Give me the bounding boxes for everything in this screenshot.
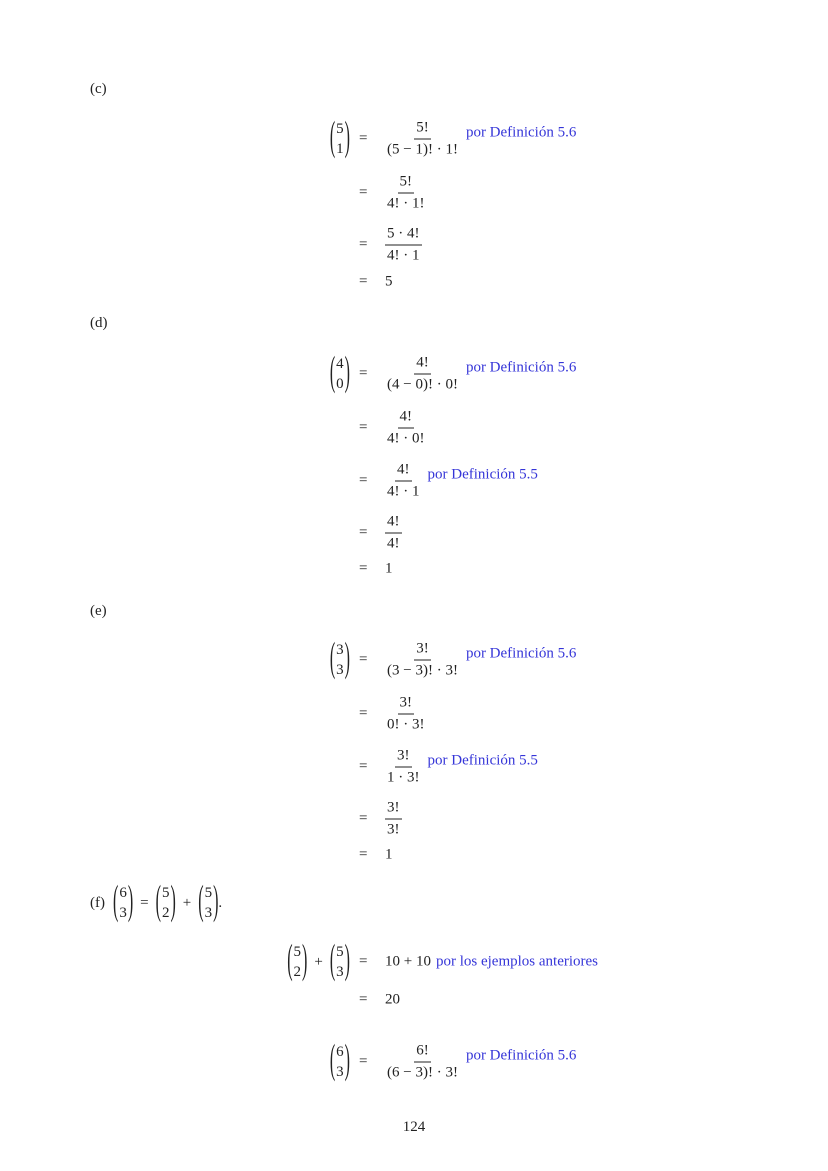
left-paren: ( <box>155 879 161 924</box>
equation-rhs <box>385 954 598 971</box>
fraction-numerator: 4! <box>385 514 402 534</box>
binomial-top: 5 <box>336 944 344 960</box>
binomial-stack <box>119 883 127 923</box>
binomial-top: 5 <box>161 885 170 901</box>
binomial-stack <box>336 119 344 159</box>
equals-sign: = <box>359 236 368 253</box>
equals-sign: = <box>359 705 368 722</box>
justification-note: por Definición 5.6 <box>465 124 577 141</box>
equals-sign: = <box>359 810 368 827</box>
binomial-coefficient <box>198 879 219 924</box>
fraction-denominator: (5 − 1)! · 1! <box>387 141 458 158</box>
binomial-stack <box>294 942 302 982</box>
fraction-numerator: 5! <box>398 174 415 194</box>
justification-note: por Definición 5.5 <box>427 752 538 769</box>
equation-rhs <box>385 561 393 578</box>
fraction-numerator: 3! <box>385 800 402 820</box>
justification-note: por Definición 5.6 <box>465 1047 577 1064</box>
fraction-denominator: (6 − 3)! · 3! <box>387 1064 458 1081</box>
binomial-bottom: 3 <box>336 1064 344 1080</box>
fraction-numerator: 6! <box>414 1043 431 1063</box>
item-label-text: (c) <box>90 81 107 97</box>
result-value: 1 <box>385 560 393 577</box>
equation-rhs <box>385 1043 576 1082</box>
equals-sign: = <box>359 1053 368 1070</box>
item-label-text: (e) <box>90 603 107 619</box>
binomial-bottom: 3 <box>336 662 344 678</box>
fraction <box>385 462 422 501</box>
equals-sign: = <box>359 560 368 577</box>
result-value: 20 <box>385 991 400 1008</box>
binomial-bottom: 2 <box>293 964 302 980</box>
justification-note: por los ejemplos anteriores <box>435 953 599 970</box>
right-paren: ) <box>127 879 134 924</box>
fraction-numerator: 5! <box>414 120 431 140</box>
binomial-bottom: 0 <box>336 376 344 392</box>
binomial-coefficient <box>329 938 350 983</box>
equation-lhs <box>287 938 350 983</box>
equals-sign: = <box>359 472 368 489</box>
equation-rhs <box>385 409 431 448</box>
fraction <box>385 695 427 734</box>
binomial-coefficient <box>329 350 350 395</box>
equation-rhs <box>385 226 426 265</box>
justification-note: por Definición 5.6 <box>465 359 577 376</box>
page-number: 124 <box>402 1119 426 1135</box>
result-value: 1 <box>385 846 393 863</box>
right-paren: ) <box>344 1038 350 1083</box>
fraction-denominator: (4 − 0)! · 0! <box>387 376 458 393</box>
fraction-denominator: 1 · 3! <box>387 769 420 786</box>
plus-sign: + <box>314 953 323 970</box>
binomial-bottom: 3 <box>204 905 213 921</box>
equals-sign: = <box>359 365 368 382</box>
equation-rhs <box>385 462 538 501</box>
equation-lhs <box>329 115 350 160</box>
binomial-top: 4 <box>336 356 344 372</box>
equation-rhs <box>385 514 406 553</box>
equation-rhs <box>385 355 576 394</box>
equation-rhs <box>385 992 400 1009</box>
fraction-numerator: 5 · 4! <box>385 226 422 246</box>
binomial-bottom: 3 <box>119 905 127 921</box>
binomial-bottom: 2 <box>161 905 170 921</box>
left-paren: ( <box>329 636 336 681</box>
equals-sign: = <box>359 846 368 863</box>
fraction-denominator: 0! · 3! <box>387 716 425 733</box>
equals-sign: = <box>359 991 368 1008</box>
equation-lhs <box>329 1038 350 1083</box>
binomial-top: 5 <box>204 885 213 901</box>
binomial-coefficient <box>329 115 350 160</box>
equation-rhs <box>385 847 393 864</box>
equation-lhs <box>329 350 350 395</box>
fraction-numerator: 4! <box>398 409 415 429</box>
left-paren: ( <box>329 350 336 395</box>
binomial-top: 3 <box>336 642 344 658</box>
equation-rhs <box>385 695 431 734</box>
fraction-numerator: 4! <box>395 462 412 482</box>
right-paren: ) <box>344 350 350 395</box>
binomial-coefficient <box>329 636 350 681</box>
equals-sign: = <box>359 524 368 541</box>
fraction-denominator: 4! <box>387 535 400 552</box>
fraction <box>385 1043 460 1082</box>
equation-rhs <box>385 274 393 291</box>
left-paren: ( <box>287 938 293 983</box>
equals-sign: = <box>140 894 149 911</box>
fraction <box>385 641 460 680</box>
right-paren: ) <box>170 879 176 924</box>
left-paren: ( <box>329 938 336 983</box>
item-label <box>90 81 107 98</box>
binomial-top: 6 <box>119 885 127 901</box>
fraction-denominator: 3! <box>387 821 400 838</box>
fraction <box>385 226 422 265</box>
equation-rhs <box>385 800 406 839</box>
equation-rhs <box>385 120 576 159</box>
item-label <box>90 315 108 332</box>
binomial-bottom: 1 <box>336 141 344 157</box>
fraction <box>385 174 427 213</box>
right-paren: ) <box>344 636 350 681</box>
fraction-denominator: 4! · 1! <box>387 195 425 212</box>
binomial-stack <box>336 942 344 982</box>
right-paren: ) <box>302 938 308 983</box>
equals-sign: = <box>359 273 368 290</box>
fraction-denominator: 4! · 1 <box>387 247 420 264</box>
item-label <box>90 603 107 620</box>
fraction-denominator: 4! · 0! <box>387 430 425 447</box>
item-label-text: (f) <box>90 894 105 911</box>
fraction-denominator: (3 − 3)! · 3! <box>387 662 458 679</box>
fraction-numerator: 3! <box>395 748 412 768</box>
fraction <box>385 355 460 394</box>
fraction-numerator: 4! <box>414 355 431 375</box>
plus-sign: + <box>182 894 192 911</box>
equals-sign: = <box>359 758 368 775</box>
equals-sign: = <box>359 953 368 970</box>
fraction-denominator: 4! · 1 <box>387 483 420 500</box>
fraction <box>385 800 402 839</box>
equation-rhs <box>385 748 538 787</box>
binomial-stack <box>336 640 344 680</box>
justification-note: por Definición 5.5 <box>427 466 538 483</box>
equation-rhs <box>385 174 431 213</box>
result-value: 10 + 10 <box>385 953 431 970</box>
binomial-stack <box>336 1042 344 1082</box>
item-label <box>90 879 223 924</box>
fraction <box>385 514 402 553</box>
equals-sign: = <box>359 130 368 147</box>
right-paren: ) <box>344 938 350 983</box>
right-paren: ) <box>213 879 219 924</box>
result-value: 5 <box>385 273 393 290</box>
justification-note: por Definición 5.6 <box>465 645 577 662</box>
binomial-top: 5 <box>336 121 344 137</box>
fraction <box>385 748 422 787</box>
equation-rhs <box>385 641 576 680</box>
equation-lhs <box>329 636 350 681</box>
right-paren: ) <box>344 115 350 160</box>
binomial-stack <box>162 883 170 923</box>
left-paren: ( <box>198 879 204 924</box>
binomial-coefficient <box>329 1038 350 1083</box>
equals-sign: = <box>359 419 368 436</box>
equals-sign: = <box>359 184 368 201</box>
fraction <box>385 120 460 159</box>
binomial-coefficient <box>113 879 134 924</box>
binomial-top: 6 <box>336 1044 344 1060</box>
binomial-coefficient <box>155 879 176 924</box>
equals-sign: = <box>359 651 368 668</box>
fraction-numerator: 3! <box>414 641 431 661</box>
period: . <box>218 894 223 911</box>
binomial-coefficient <box>287 938 308 983</box>
fraction <box>385 409 427 448</box>
left-paren: ( <box>329 115 336 160</box>
item-label-text: (d) <box>90 315 108 331</box>
binomial-top: 5 <box>293 944 302 960</box>
binomial-stack <box>336 354 344 394</box>
fraction-numerator: 3! <box>398 695 415 715</box>
binomial-stack <box>205 883 213 923</box>
left-paren: ( <box>113 879 119 924</box>
binomial-bottom: 3 <box>336 964 344 980</box>
left-paren: ( <box>329 1038 336 1083</box>
